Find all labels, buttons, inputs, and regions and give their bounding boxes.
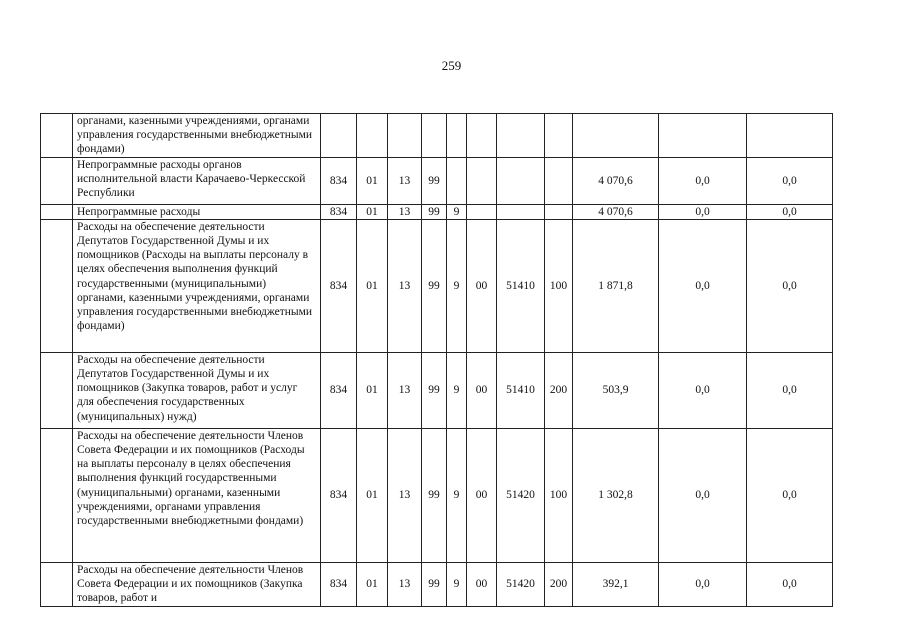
code-cell: 99 <box>422 428 447 562</box>
code-cell: 51420 <box>497 562 545 606</box>
code-cell: 13 <box>388 219 422 352</box>
amount-cell <box>573 114 659 158</box>
code-cell: 13 <box>388 157 422 204</box>
value-cell: 0,0 <box>747 562 833 606</box>
table-row <box>41 114 833 158</box>
code-cell <box>321 114 357 158</box>
value-cell: 0,0 <box>659 428 747 562</box>
code-cell: 99 <box>422 204 447 219</box>
table-row <box>41 204 833 219</box>
amount-cell: 392,1 <box>573 562 659 606</box>
code-cell <box>357 114 388 158</box>
code-cell: 00 <box>467 352 497 428</box>
amount-cell: 1 871,8 <box>573 219 659 352</box>
code-cell: 9 <box>447 562 467 606</box>
code-cell: 00 <box>467 562 497 606</box>
code-cell: 01 <box>357 157 388 204</box>
name-cell: Расходы на обеспечение деятельности Членов Совета Федерации и их помощников (Закупка товаров, работ и <box>73 562 321 606</box>
code-cell: 01 <box>357 352 388 428</box>
code-cell: 99 <box>422 219 447 352</box>
name-cell: Непрограммные расходы органов исполнительной власти Карачаево-Черкесской Республики <box>73 157 321 204</box>
code-cell: 9 <box>447 219 467 352</box>
code-cell: 01 <box>357 204 388 219</box>
value-cell: 0,0 <box>659 352 747 428</box>
code-cell <box>388 114 422 158</box>
value-cell: 0,0 <box>747 157 833 204</box>
code-cell <box>467 114 497 158</box>
code-cell: 00 <box>467 219 497 352</box>
value-cell <box>659 114 747 158</box>
code-cell: 834 <box>321 157 357 204</box>
code-cell: 00 <box>467 428 497 562</box>
code-cell: 834 <box>321 204 357 219</box>
code-cell: 51420 <box>497 428 545 562</box>
code-cell: 51410 <box>497 219 545 352</box>
code-cell: 200 <box>545 562 573 606</box>
table-row <box>41 428 833 562</box>
amount-cell: 4 070,6 <box>573 157 659 204</box>
code-cell <box>545 204 573 219</box>
code-cell: 01 <box>357 562 388 606</box>
index-cell <box>41 114 73 158</box>
value-cell: 0,0 <box>659 157 747 204</box>
index-cell <box>41 157 73 204</box>
code-cell: 13 <box>388 352 422 428</box>
index-cell <box>41 428 73 562</box>
code-cell: 9 <box>447 204 467 219</box>
value-cell: 0,0 <box>747 219 833 352</box>
index-cell <box>41 352 73 428</box>
value-cell: 0,0 <box>747 428 833 562</box>
code-cell <box>422 114 447 158</box>
code-cell: 834 <box>321 219 357 352</box>
code-cell <box>545 157 573 204</box>
value-cell <box>747 114 833 158</box>
table-row <box>41 219 833 352</box>
code-cell: 99 <box>422 352 447 428</box>
code-cell: 01 <box>357 219 388 352</box>
value-cell: 0,0 <box>659 204 747 219</box>
page-number: 259 <box>441 58 462 73</box>
code-cell: 99 <box>422 157 447 204</box>
name-cell: органами, казенными учреждениями, органами управления государственными внебюджетными фондами) <box>73 114 321 158</box>
value-cell: 0,0 <box>747 204 833 219</box>
code-cell: 834 <box>321 428 357 562</box>
amount-cell: 1 302,8 <box>573 428 659 562</box>
code-cell: 9 <box>447 428 467 562</box>
table-row <box>41 562 833 606</box>
code-cell: 13 <box>388 562 422 606</box>
code-cell: 01 <box>357 428 388 562</box>
index-cell <box>41 562 73 606</box>
code-cell: 9 <box>447 352 467 428</box>
name-cell: Расходы на обеспечение деятельности Членов Совета Федерации и их помощников (Расходы на выплаты персоналу в целях обеспечения выполнения функций государственными (муниципальными) органами, казенными учреждениями, органами управления государственными внебюджетными фондами) <box>73 428 321 562</box>
code-cell <box>447 114 467 158</box>
code-cell: 834 <box>321 562 357 606</box>
code-cell <box>447 157 467 204</box>
code-cell: 13 <box>388 204 422 219</box>
code-cell: 13 <box>388 428 422 562</box>
index-cell <box>41 204 73 219</box>
code-cell: 99 <box>422 562 447 606</box>
code-cell: 100 <box>545 428 573 562</box>
code-cell: 200 <box>545 352 573 428</box>
value-cell: 0,0 <box>747 352 833 428</box>
name-cell: Расходы на обеспечение деятельности Депутатов Государственной Думы и их помощников (Закупка товаров, работ и услуг для обеспечения государственных (муниципальных) нужд) <box>73 352 321 428</box>
code-cell <box>467 204 497 219</box>
code-cell <box>467 157 497 204</box>
code-cell <box>545 114 573 158</box>
code-cell <box>497 157 545 204</box>
index-cell <box>41 219 73 352</box>
value-cell: 0,0 <box>659 219 747 352</box>
table-row <box>41 352 833 428</box>
amount-cell: 503,9 <box>573 352 659 428</box>
code-cell: 100 <box>545 219 573 352</box>
code-cell: 834 <box>321 352 357 428</box>
name-cell: Расходы на обеспечение деятельности Депутатов Государственной Думы и их помощников (Расходы на выплаты персоналу в целях обеспечения выполнения функций государственными (муниципальными) органами, казенными учреждениями, органами управления государственными внебюджетными фондами) <box>73 219 321 352</box>
name-cell: Непрограммные расходы <box>73 204 321 219</box>
code-cell <box>497 204 545 219</box>
value-cell: 0,0 <box>659 562 747 606</box>
table-row <box>41 157 833 204</box>
budget-table <box>40 113 833 607</box>
code-cell: 51410 <box>497 352 545 428</box>
code-cell <box>497 114 545 158</box>
amount-cell: 4 070,6 <box>573 204 659 219</box>
